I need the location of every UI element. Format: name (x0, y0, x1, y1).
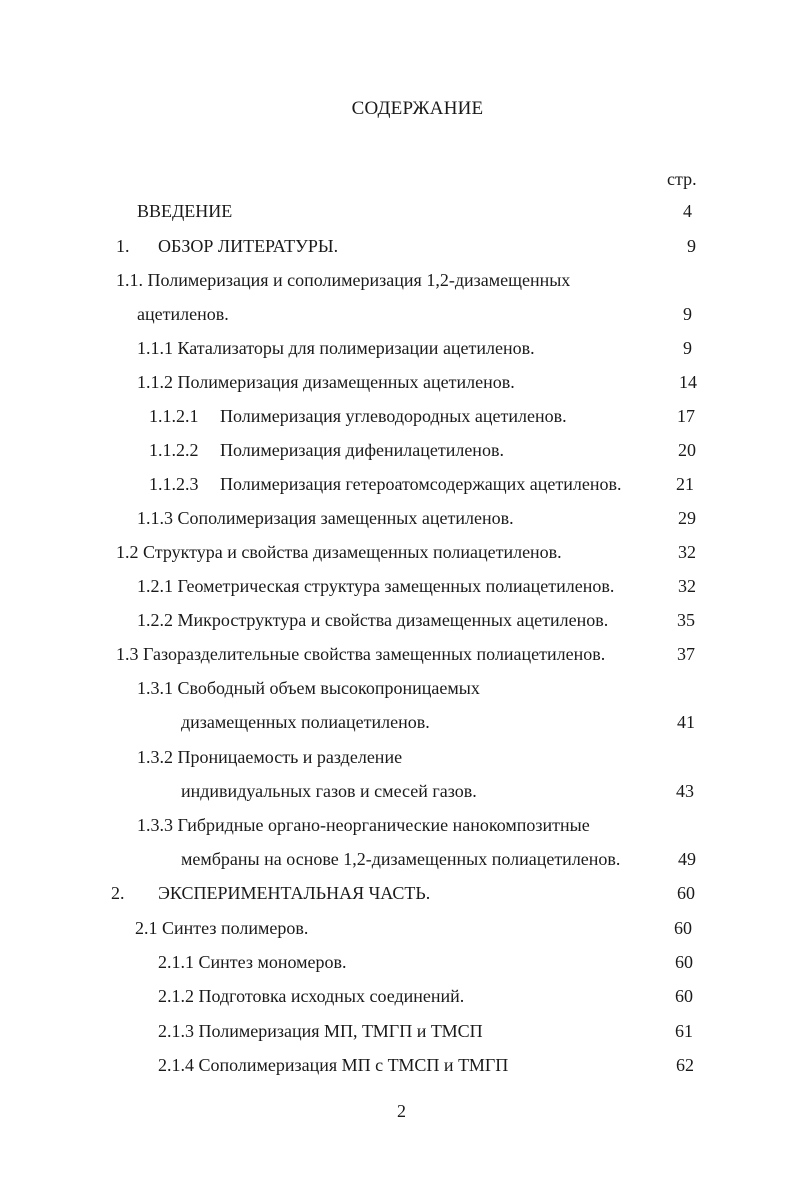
toc-entry-page: 41 (677, 712, 695, 732)
toc-entry-page: 60 (675, 986, 693, 1006)
toc-entry-page: 43 (676, 781, 694, 801)
toc-entry-page: 62 (676, 1055, 694, 1075)
toc-entry-text: 1.2.2 Микроструктура и свойства дизамещенных ацетиленов. (137, 610, 609, 630)
toc-entry-page: 32 (678, 542, 696, 562)
toc-entry-page: 61 (675, 1021, 693, 1041)
toc-entry-text: 1.3.2 Проницаемость и разделение (137, 747, 403, 767)
toc-entry-text: ОБЗОР ЛИТЕРАТУРЫ. (158, 236, 339, 256)
toc-entry-text: 1.1.3 Сополимеризация замещенных ацетиленов. (137, 508, 514, 528)
toc-entry-text: 2.1 Синтез полимеров. (135, 918, 309, 938)
toc-entry-page: 37 (677, 644, 695, 664)
toc-entry-page: 9 (683, 338, 692, 358)
toc-entry-text: 1.3.3 Гибридные органо-неорганические нанокомпозитные (137, 815, 590, 835)
toc-entry-text: 1.3.1 Свободный объем высокопроницаемых (137, 678, 480, 698)
toc-entry-page: 9 (683, 304, 692, 324)
toc-entry-page: 60 (675, 952, 693, 972)
toc-entry-page: 49 (678, 849, 696, 869)
toc-entry-text: 2.1.1 Синтез мономеров. (158, 952, 347, 972)
toc-entry-page: 17 (677, 406, 695, 426)
toc-entry-text: дизамещенных полиацетиленов. (181, 712, 430, 732)
toc-entry-number: 2. (111, 883, 125, 903)
toc-entry-text: 1.1.1 Катализаторы для полимеризации ацетиленов. (137, 338, 535, 358)
toc-entry-page: 14 (679, 372, 697, 392)
toc-entry-text: 2.1.2 Подготовка исходных соединений. (158, 986, 465, 1006)
toc-entry-text: 1.1. Полимеризация и сополимеризация 1,2-дизамещенных (116, 270, 571, 290)
toc-entry-number: 1.1.2.2 (149, 440, 199, 460)
toc-entry-page: 21 (676, 474, 694, 494)
toc-entry-text: 1.1.2 Полимеризация дизамещенных ацетиленов. (137, 372, 515, 392)
toc-entry-text: 1.2 Структура и свойства дизамещенных полиацетиленов. (116, 542, 562, 562)
page-title: СОДЕРЖАНИЕ (351, 98, 484, 119)
toc-entry-text: 2.1.3 Полимеризация МП, ТМГП и ТМСП (158, 1021, 483, 1041)
toc-entry-page: 20 (678, 440, 696, 460)
toc-entry-text: 1.3 Газоразделительные свойства замещенных полиацетиленов. (116, 644, 606, 664)
toc-entry-text: ЭКСПЕРИМЕНТАЛЬНАЯ ЧАСТЬ. (158, 883, 431, 903)
toc-entry-text: мембраны на основе 1,2-дизамещенных полиацетиленов. (181, 849, 621, 869)
toc-entry-number: 1. (116, 236, 130, 256)
toc-entry-text: 1.2.1 Геометрическая структура замещенных полиацетиленов. (137, 576, 615, 596)
toc-entry-text: Полимеризация дифенилацетиленов. (220, 440, 504, 460)
toc-entry-text: ацетиленов. (137, 304, 229, 324)
toc-entry-page: 60 (677, 883, 695, 903)
toc-entry-page: 29 (678, 508, 696, 528)
toc-entry-text: Полимеризация гетероатомсодержащих ацетиленов. (220, 474, 622, 494)
toc-entry-page: 9 (687, 236, 696, 256)
toc-entry-text: ВВЕДЕНИЕ (137, 201, 233, 221)
toc-entry-page: 35 (677, 610, 695, 630)
page-column-label: стр. (667, 169, 697, 189)
toc-entry-number: 1.1.2.3 (149, 474, 199, 494)
toc-entry-text: 2.1.4 Сополимеризация МП с ТМСП и ТМГП (158, 1055, 509, 1075)
toc-entry-text: Полимеризация углеводородных ацетиленов. (220, 406, 567, 426)
toc-entry-text: индивидуальных газов и смесей газов. (181, 781, 477, 801)
toc-entry-page: 4 (683, 201, 692, 221)
toc-entry-page: 60 (674, 918, 692, 938)
page-number: 2 (397, 1101, 406, 1121)
toc-entry-number: 1.1.2.1 (149, 406, 199, 426)
toc-entry-page: 32 (678, 576, 696, 596)
